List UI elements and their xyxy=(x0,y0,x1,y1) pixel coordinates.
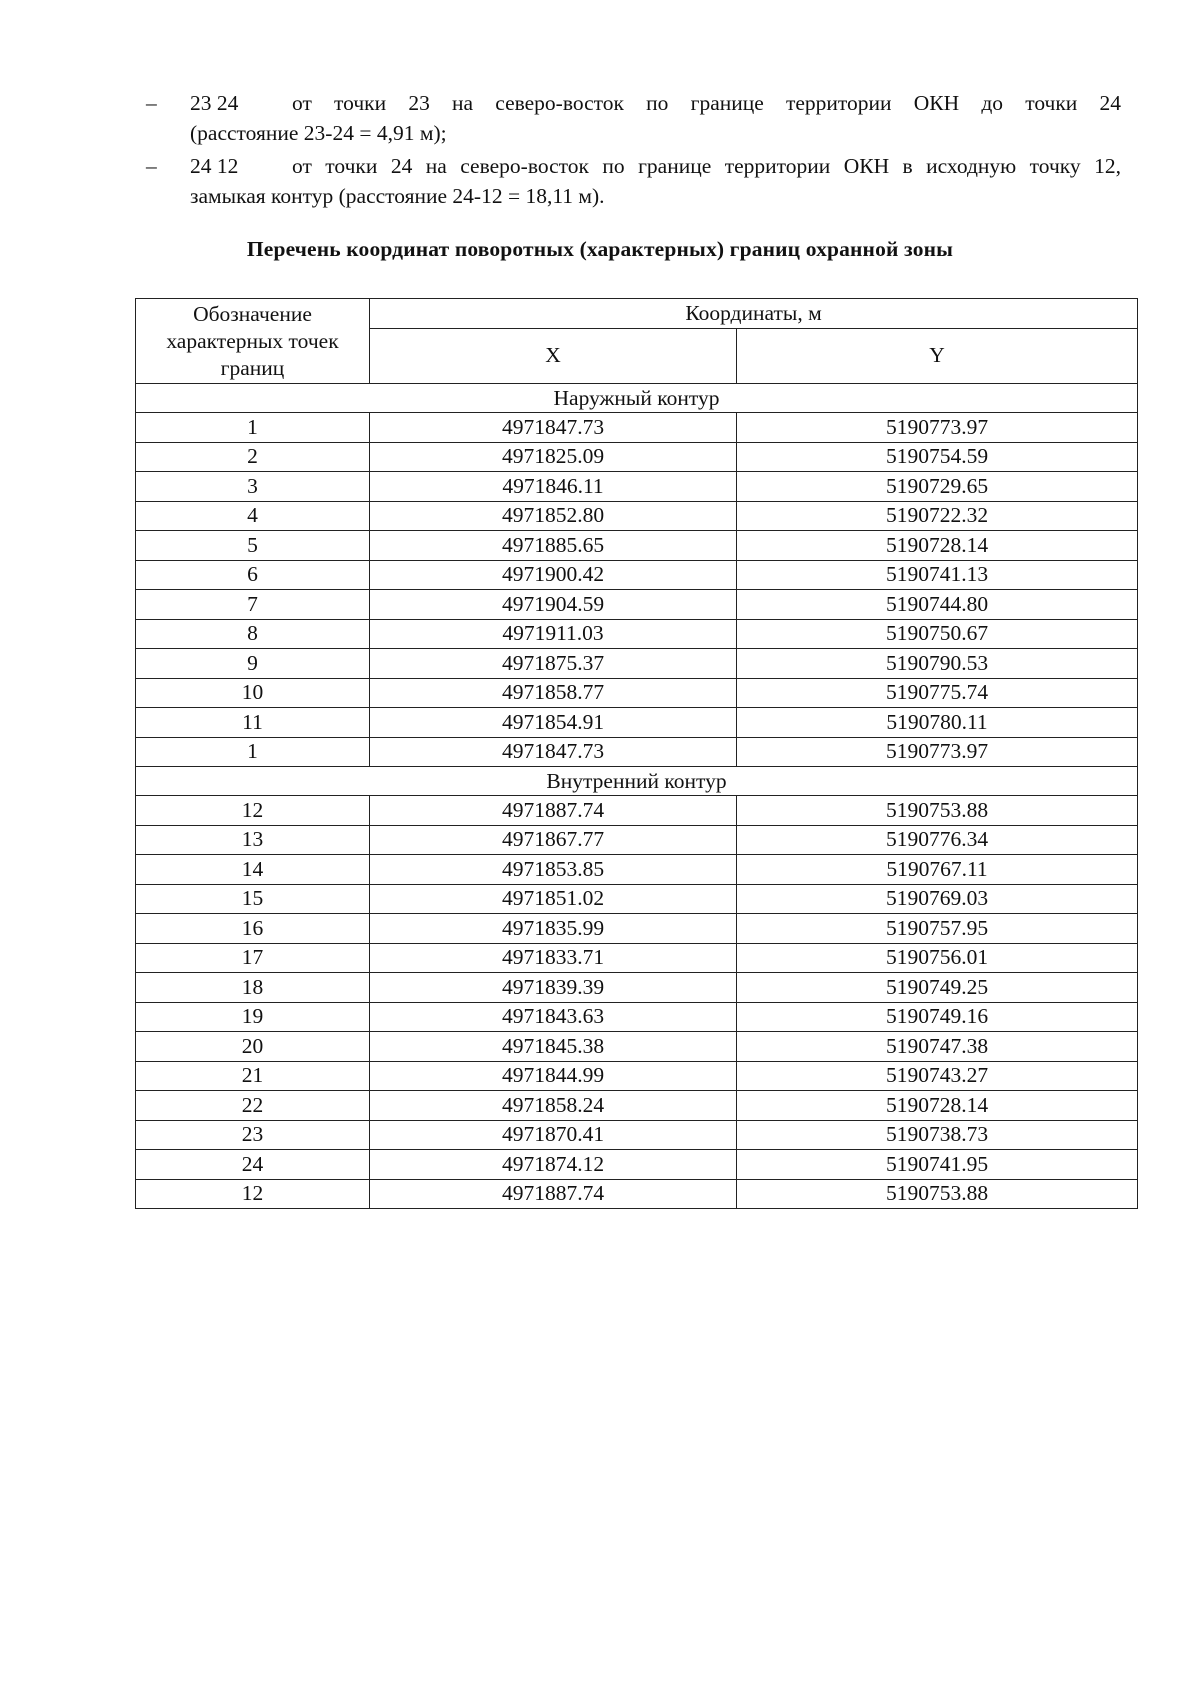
x-coordinate-cell: 4971887.74 xyxy=(370,796,737,826)
x-coordinate-cell: 4971833.71 xyxy=(370,943,737,973)
x-coordinate-cell: 4971911.03 xyxy=(370,619,737,649)
table-row xyxy=(136,1091,1138,1121)
point-cell: 8 xyxy=(136,619,370,649)
x-coordinate-cell: 4971852.80 xyxy=(370,501,737,531)
point-cell: 17 xyxy=(136,943,370,973)
segment-description: от точки 23 на северо-восток по границе территории ОКН до точки 24 xyxy=(292,91,1121,115)
y-coordinate-cell: 5190754.59 xyxy=(737,442,1138,472)
y-coordinate-cell: 5190749.16 xyxy=(737,1002,1138,1032)
point-cell: 13 xyxy=(136,825,370,855)
coordinates-header: Координаты, м xyxy=(370,299,1138,329)
table-row xyxy=(136,442,1138,472)
x-coordinate-cell: 4971854.91 xyxy=(370,708,737,738)
x-coordinate-cell: 4971870.41 xyxy=(370,1120,737,1150)
table-row xyxy=(136,501,1138,531)
table-row xyxy=(136,560,1138,590)
boundary-description-list xyxy=(146,88,1121,214)
table-row xyxy=(136,619,1138,649)
table-row xyxy=(136,796,1138,826)
point-cell: 9 xyxy=(136,649,370,679)
table-row xyxy=(136,825,1138,855)
y-coordinate-cell: 5190773.97 xyxy=(737,737,1138,767)
x-coordinate-cell: 4971835.99 xyxy=(370,914,737,944)
table-row xyxy=(136,1002,1138,1032)
x-coordinate-cell: 4971875.37 xyxy=(370,649,737,679)
y-coordinate-cell: 5190741.13 xyxy=(737,560,1138,590)
y-coordinate-cell: 5190728.14 xyxy=(737,1091,1138,1121)
table-row xyxy=(136,531,1138,561)
y-coordinate-cell: 5190753.88 xyxy=(737,796,1138,826)
table-row xyxy=(136,678,1138,708)
point-cell: 10 xyxy=(136,678,370,708)
x-coordinate-cell: 4971885.65 xyxy=(370,531,737,561)
table-row xyxy=(136,413,1138,443)
y-coordinate-cell: 5190741.95 xyxy=(737,1150,1138,1180)
y-coordinate-cell: 5190780.11 xyxy=(737,708,1138,738)
x-coordinate-cell: 4971845.38 xyxy=(370,1032,737,1062)
section-title: Внутренний контур xyxy=(136,767,1138,796)
y-coordinate-cell: 5190747.38 xyxy=(737,1032,1138,1062)
section-row xyxy=(136,384,1138,413)
list-dash: – xyxy=(146,154,157,178)
table-row xyxy=(136,943,1138,973)
x-coordinate-cell: 4971900.42 xyxy=(370,560,737,590)
table-row xyxy=(136,973,1138,1003)
x-coordinate-cell: 4971867.77 xyxy=(370,825,737,855)
x-coordinate-cell: 4971887.74 xyxy=(370,1179,737,1209)
x-coordinate-cell: 4971853.85 xyxy=(370,855,737,885)
y-coordinate-cell: 5190756.01 xyxy=(737,943,1138,973)
y-coordinate-cell: 5190767.11 xyxy=(737,855,1138,885)
point-cell: 20 xyxy=(136,1032,370,1062)
x-coordinate-cell: 4971847.73 xyxy=(370,737,737,767)
x-coordinate-cell: 4971858.77 xyxy=(370,678,737,708)
point-cell: 7 xyxy=(136,590,370,620)
point-cell: 21 xyxy=(136,1061,370,1091)
x-coordinate-cell: 4971858.24 xyxy=(370,1091,737,1121)
y-coordinate-cell: 5190729.65 xyxy=(737,472,1138,502)
x-coordinate-cell: 4971904.59 xyxy=(370,590,737,620)
y-coordinate-cell: 5190775.74 xyxy=(737,678,1138,708)
table-row xyxy=(136,472,1138,502)
point-cell: 4 xyxy=(136,501,370,531)
point-cell: 12 xyxy=(136,796,370,826)
x-coordinate-cell: 4971847.73 xyxy=(370,413,737,443)
point-cell: 6 xyxy=(136,560,370,590)
point-cell: 12 xyxy=(136,1179,370,1209)
y-coordinate-cell: 5190773.97 xyxy=(737,413,1138,443)
point-cell: 18 xyxy=(136,973,370,1003)
point-cell: 14 xyxy=(136,855,370,885)
point-cell: 2 xyxy=(136,442,370,472)
y-coordinate-cell: 5190743.27 xyxy=(737,1061,1138,1091)
table-body xyxy=(136,384,1138,1209)
point-cell: 22 xyxy=(136,1091,370,1121)
y-coordinate-cell: 5190750.67 xyxy=(737,619,1138,649)
point-cell: 11 xyxy=(136,708,370,738)
list-item xyxy=(146,151,1121,211)
segment-description-continued: замыкая контур (расстояние 24-12 = 18,11 м). xyxy=(190,184,605,208)
table-row xyxy=(136,1120,1138,1150)
list-item xyxy=(146,88,1121,148)
table-row xyxy=(136,590,1138,620)
segment-label: 24 12 xyxy=(190,154,239,178)
table-row xyxy=(136,884,1138,914)
y-coordinate-cell: 5190744.80 xyxy=(737,590,1138,620)
point-cell: 15 xyxy=(136,884,370,914)
section-title: Наружный контур xyxy=(136,384,1138,413)
point-cell: 16 xyxy=(136,914,370,944)
point-cell: 3 xyxy=(136,472,370,502)
point-cell: 5 xyxy=(136,531,370,561)
table-row xyxy=(136,914,1138,944)
x-coordinate-cell: 4971825.09 xyxy=(370,442,737,472)
point-cell: 24 xyxy=(136,1150,370,1180)
y-coordinate-cell: 5190769.03 xyxy=(737,884,1138,914)
x-coordinate-cell: 4971851.02 xyxy=(370,884,737,914)
designation-header: Обозначение характерных точек границ xyxy=(136,299,370,384)
x-coordinate-cell: 4971843.63 xyxy=(370,1002,737,1032)
table-row xyxy=(136,855,1138,885)
y-coordinate-cell: 5190776.34 xyxy=(737,825,1138,855)
y-column-header: Y xyxy=(737,328,1138,383)
section-row xyxy=(136,767,1138,796)
x-coordinate-cell: 4971874.12 xyxy=(370,1150,737,1180)
coordinates-table xyxy=(135,298,1138,1209)
x-coordinate-cell: 4971839.39 xyxy=(370,973,737,1003)
x-coordinate-cell: 4971844.99 xyxy=(370,1061,737,1091)
y-coordinate-cell: 5190728.14 xyxy=(737,531,1138,561)
y-coordinate-cell: 5190738.73 xyxy=(737,1120,1138,1150)
point-cell: 23 xyxy=(136,1120,370,1150)
point-cell: 1 xyxy=(136,737,370,767)
y-coordinate-cell: 5190749.25 xyxy=(737,973,1138,1003)
y-coordinate-cell: 5190722.32 xyxy=(737,501,1138,531)
segment-description-continued: (расстояние 23-24 = 4,91 м); xyxy=(190,121,447,145)
point-cell: 1 xyxy=(136,413,370,443)
y-coordinate-cell: 5190753.88 xyxy=(737,1179,1138,1209)
table-row xyxy=(136,1061,1138,1091)
table-row xyxy=(136,708,1138,738)
segment-description: от точки 24 на северо-восток по границе территории ОКН в исходную точку 12, xyxy=(292,154,1121,178)
table-row xyxy=(136,1179,1138,1209)
x-column-header: X xyxy=(370,328,737,383)
table-row xyxy=(136,1150,1138,1180)
y-coordinate-cell: 5190790.53 xyxy=(737,649,1138,679)
list-dash: – xyxy=(146,91,157,115)
table-row xyxy=(136,1032,1138,1062)
segment-label: 23 24 xyxy=(190,91,239,115)
table-row xyxy=(136,737,1138,767)
table-title: Перечень координат поворотных (характерных) границ охранной зоны xyxy=(246,237,954,261)
y-coordinate-cell: 5190757.95 xyxy=(737,914,1138,944)
point-cell: 19 xyxy=(136,1002,370,1032)
x-coordinate-cell: 4971846.11 xyxy=(370,472,737,502)
table-row xyxy=(136,649,1138,679)
